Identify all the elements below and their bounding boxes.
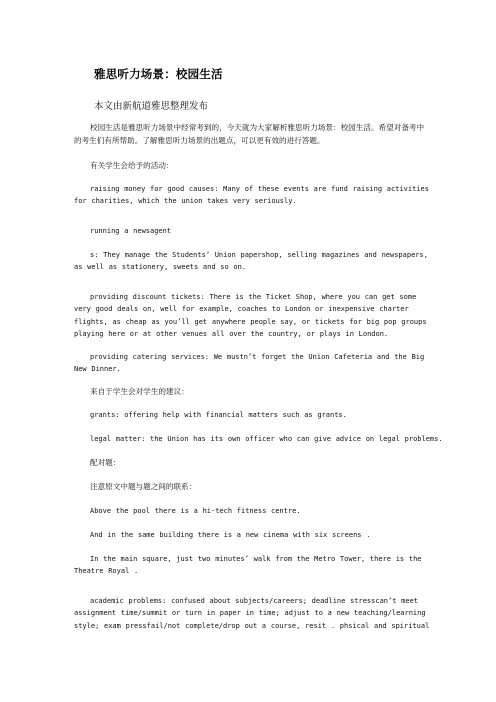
intro-paragraph <box>74 122 430 147</box>
paragraph-academic-problems: academic problems: confused about subjects/careers; deadline stresscan’t meet assignment time/summit or turn in paper in time; adjust to a new teaching/learning style; exam pressfail/not complete/drop out a course, resit . phsical and spiritual <box>74 597 430 630</box>
publisher-line: 本文由新航道雅思整理发布 <box>94 101 209 112</box>
activities-heading: 有关学生会给予的活动： <box>90 161 174 170</box>
intro-text: 校园生活是雅思听力场景中经常考到的，今天就为大家解析雅思听力场景：校园生活。希望对备考中的考生们有所帮助。了解雅思听力场景的出题点，可以更有效的进行答题。 <box>74 123 425 145</box>
paragraph-main-square: In the main square, just two minutes’ walk from the Metro Tower, there is the Theatre Royal . <box>74 555 422 576</box>
paragraph-grants: grants: offering help with financial matters such as grants. <box>90 411 347 419</box>
paragraph-catering: providing catering services: We mustn’t forget the Union Cafeteria and the Big New Dinner. <box>74 353 425 374</box>
relation-heading: 注意原文中题与题之间的联系： <box>90 482 197 491</box>
paragraph-legal: legal matter: the Union has its own officer who can give advice on legal problems. <box>90 435 443 443</box>
paragraph-discount-tickets: providing discount tickets: There is the Ticket Shop, where you can get some very good deals on, well for example, coaches to London or inexpensive charter flights, as cheap as you’ll get anywhere people say, or tickets for big pop groups playing here or at other venues all over the country, or plays in London. <box>74 293 427 339</box>
paragraph-papershop: s: They manage the Students’ Union papershop, selling magazines and newspapers, as well as stationery, sweets and so on. <box>74 251 428 272</box>
paragraph-cinema: And in the same building there is a new cinema with six screens . <box>90 531 371 539</box>
page-title: 雅思听力场景：校园生活 <box>94 67 223 81</box>
advice-heading: 来自于学生会对学生的建议： <box>90 387 189 396</box>
paragraph-raising-money: raising money for good causes: Many of these events are fund raising activities for charities, which the union takes very seriously. <box>74 185 429 206</box>
paragraph-newsagent: running a newsagent <box>90 227 172 235</box>
matching-heading: 配对题： <box>90 458 121 467</box>
paragraph-pool: Above the pool there is a hi-tech fitness centre. <box>90 507 301 515</box>
